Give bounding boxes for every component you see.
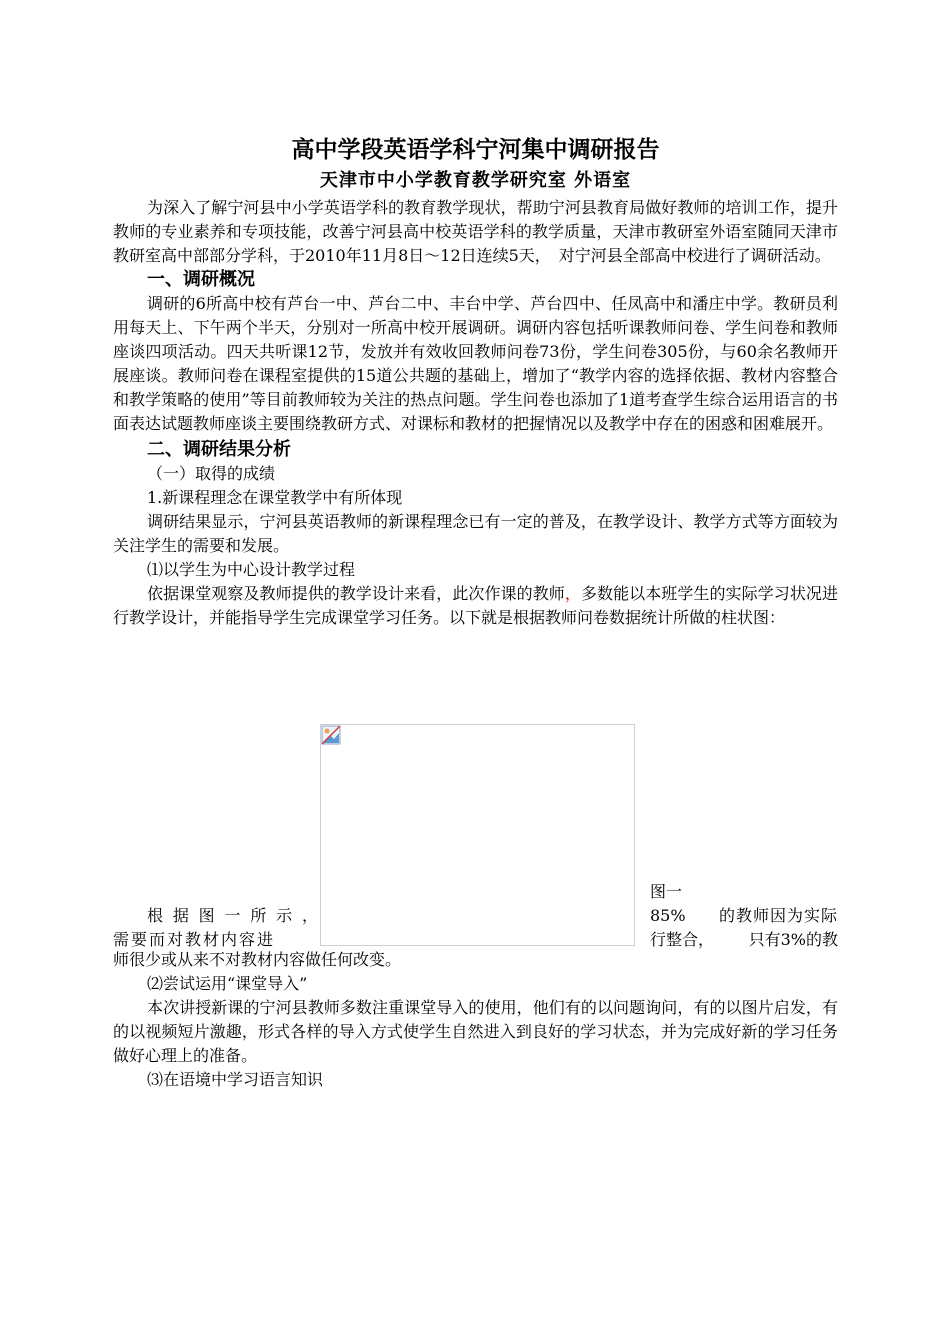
paragraph-text-b: 多数能以本班学生的实际学习状况进行教学设计，并能指导学生完成课堂学习任务。以下就是根据教师问卷数据统计所做的柱状图：: [113, 584, 838, 627]
point-heading-lesson-intro: ⑵尝试运用“课堂导入”: [147, 974, 308, 993]
item-paragraph-new-curriculum: 调研结果显示，宁河县英语教师的新课程理念已有一定的普及，在教学设计、教学方式等方面较为关注学生的需要和发展。: [113, 512, 838, 555]
highlighted-comma: ，: [564, 584, 581, 603]
point-paragraph-lesson-intro: 本次讲授新课的宁河县教师多数注重课堂导入的使用，他们有的以问题询问，有的以图片启发，有的以视频短片激趣，形式各样的导入方式使学生自然进入到良好的学习状态，并为完成好新的学习任务做好心理上的准备。: [113, 998, 838, 1065]
section-heading-analysis: 二、调研结果分析: [147, 439, 291, 460]
paragraph-text-a: 依据课堂观察及教师提供的教学设计来看，此次作课的教师: [147, 584, 565, 603]
bar-chart-image-placeholder: [320, 724, 635, 946]
point-heading-context-learning: ⑶在语境中学习语言知识: [147, 1070, 324, 1089]
figure-left-line2: 需要而对教材内容进: [113, 930, 276, 949]
subsection-achievements: （一）取得的成绩: [147, 464, 276, 483]
figure-right-line3: 行整合， 只有3%的教: [650, 930, 838, 949]
point-heading-student-centered: ⑴以学生为中心设计教学过程: [147, 560, 356, 579]
point-paragraph-student-centered: [113, 582, 838, 630]
figure-right-line2: 85% 的教师因为实际: [650, 906, 838, 925]
document-subtitle: 天津市中小学教育教学研究室 外语室: [319, 170, 632, 191]
overview-paragraph: 调研的6所高中校有芦台一中、芦台二中、丰台中学、芦台四中、任凤高中和潘庄中学。教研员利用每天上、下午两个半天，分别对一所高中校开展调研。调研内容包括听课教师问卷、学生问卷和教师座谈四项活动。四天共听课12节，发放并有效收回教师问卷73份，学生问卷305份，与60余名教师开展座谈。教师问卷在课程室提供的15道公共题的基础上，增加了“教学内容的选择依据、教材内容整合和教学策略的使用”等目前教师较为关注的热点问题。学生问卷也添加了1道考查学生综合运用语言的书面表达试题教师座谈主要围绕教研方式、对课标和教材的把握情况以及教学中存在的困惑和困难展开。: [113, 294, 838, 433]
document-title: 高中学段英语学科宁河集中调研报告: [291, 137, 660, 163]
figure-right-text: [650, 880, 838, 952]
broken-image-icon: [321, 725, 341, 745]
section-heading-overview: 一、调研概况: [147, 269, 255, 290]
figure-row: [113, 724, 838, 950]
item-heading-new-curriculum: 1.新课程理念在课堂教学中有所体现: [147, 488, 403, 507]
figure-left-text: [113, 904, 318, 952]
figure-followup-text: 师很少或从来不对教材内容做任何改变。: [113, 950, 402, 969]
figure-caption: 图一: [650, 882, 683, 901]
intro-paragraph: 为深入了解宁河县中小学英语学科的教育教学现状，帮助宁河县教育局做好教师的培训工作，提升教师的专业素养和专项技能，改善宁河县高中校英语学科的教学质量，天津市教研室外语室随同天津市教研室高中部部分学科，于2010年11月8日～12日连续5天， 对宁河县全部高中校进行了调研活动。: [113, 198, 838, 265]
figure-left-line1: 根 据 图 一 所 示 ，: [147, 906, 318, 925]
document-content: [113, 132, 838, 1092]
